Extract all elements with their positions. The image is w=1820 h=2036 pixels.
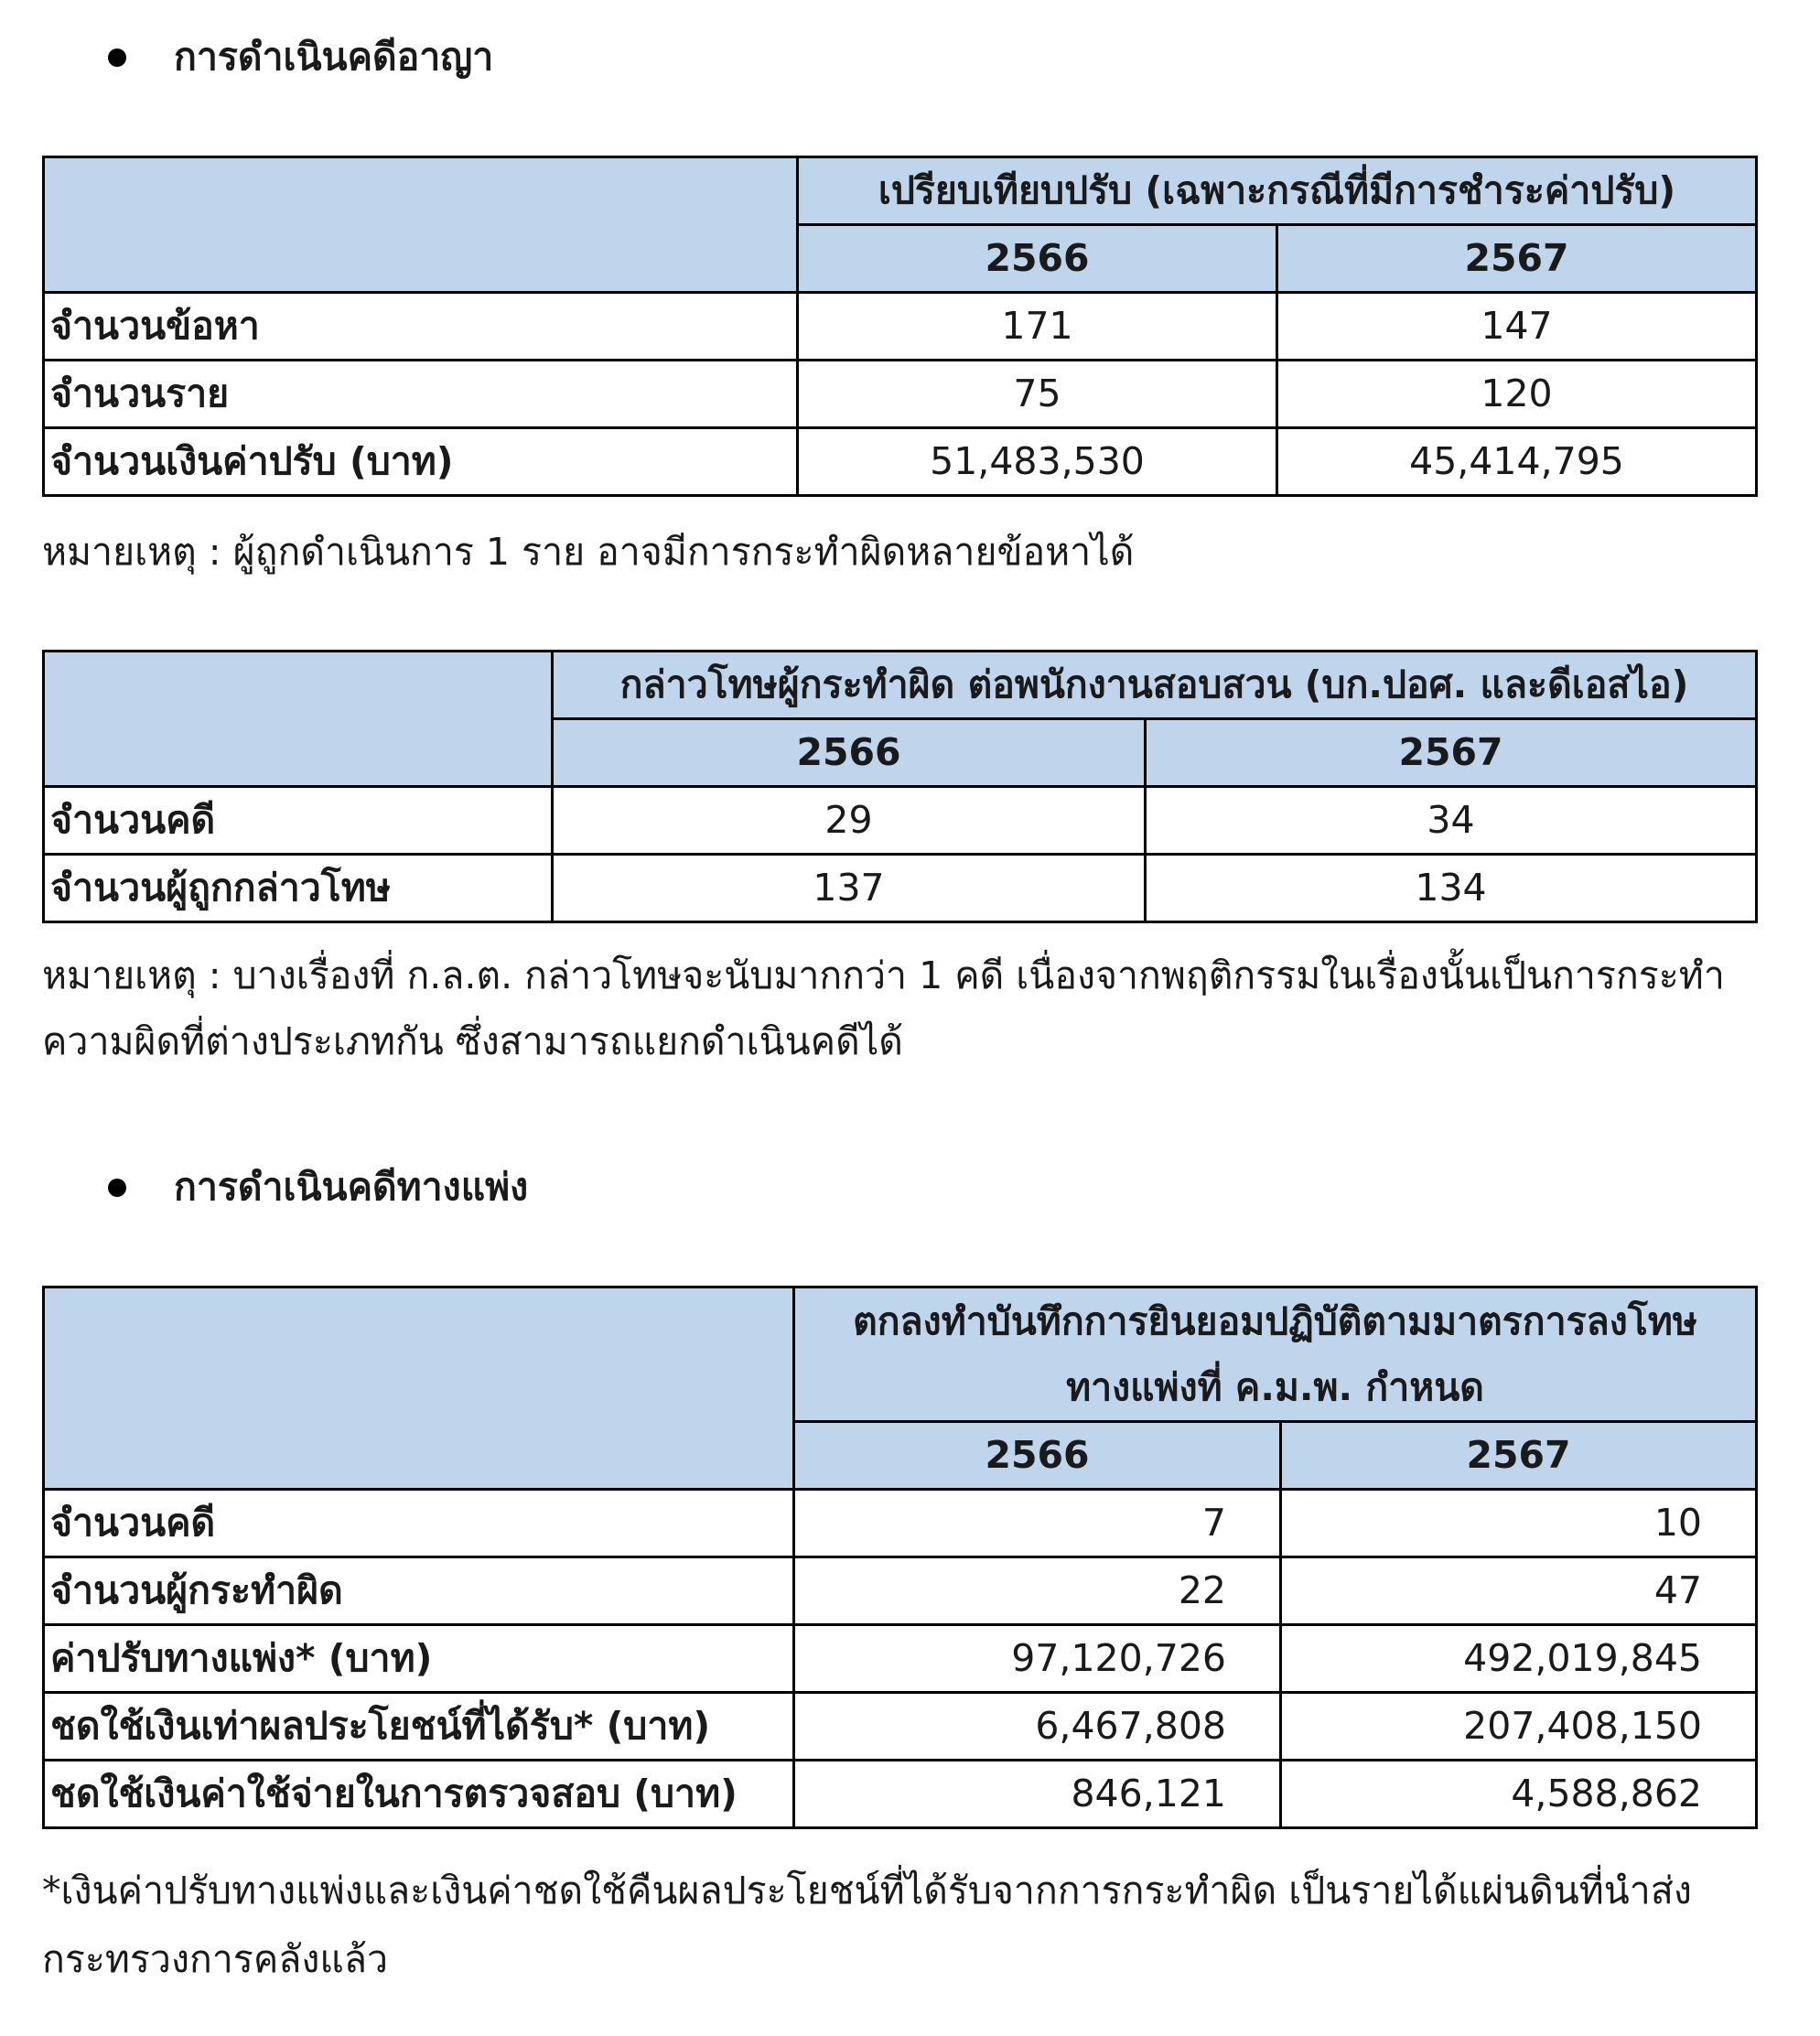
table-row: [44, 361, 1757, 428]
table-corner-cell: [44, 652, 553, 787]
table-row: [44, 1625, 1757, 1693]
criminal-heading-text: การดำเนินคดีอาญา: [174, 35, 494, 79]
complaint-table: [42, 650, 1758, 923]
criminal-section-heading: [108, 27, 493, 87]
civil-group-header-line-1: ตกลงทำบันทึกการยินยอมปฏิบัติตามมาตรการลงโทษ: [853, 1299, 1697, 1343]
civil-heading-text: การดำเนินคดีทางแพ่ง: [174, 1165, 529, 1209]
fine-table-note: หมายเหตุ : ผู้ถูกดำเนินการ 1 ราย อาจมีการกระทำผิดหลายข้อหาได้: [42, 530, 1135, 574]
cell-value: 45,414,795: [1277, 428, 1757, 496]
row-label: ชดใช้เงินเท่าผลประโยชน์ที่ได้รับ* (บาท): [44, 1693, 794, 1761]
row-label: ค่าปรับทางแพ่ง* (บาท): [44, 1625, 794, 1693]
civil-group-header-line-2: ทางแพ่งที่ ค.ม.พ. กำหนด: [1066, 1365, 1484, 1409]
cell-value: 207,408,150: [1281, 1693, 1757, 1761]
cell-value: 6,467,808: [794, 1693, 1281, 1761]
cell-value: 846,121: [794, 1761, 1281, 1828]
cell-value: 51,483,530: [798, 428, 1277, 496]
cell-value: 7: [794, 1490, 1281, 1557]
civil-section-heading: [108, 1158, 528, 1217]
cell-value: 134: [1146, 855, 1757, 922]
complaint-note-line-2: ความผิดที่ต่างประเภทกัน ซึ่งสามารถแยกดำเนินคดีได้: [42, 1019, 903, 1063]
cell-value: 75: [798, 361, 1277, 428]
civil-note-line-2: กระทรวงการคลังแล้ว: [42, 1937, 388, 1981]
table-row: [44, 1693, 1757, 1761]
table-row: [44, 855, 1757, 922]
civil-sanction-table: [42, 1286, 1758, 1829]
fine-comparison-table: [42, 156, 1758, 497]
year-header: 2567: [1277, 225, 1757, 293]
year-header: 2566: [798, 225, 1277, 293]
cell-value: 171: [798, 293, 1277, 361]
bullet-icon: [108, 1179, 126, 1197]
table-row: [44, 428, 1757, 496]
cell-value: 4,588,862: [1281, 1761, 1757, 1828]
cell-value: 120: [1277, 361, 1757, 428]
civil-group-header: [794, 1287, 1757, 1422]
cell-value: 147: [1277, 293, 1757, 361]
year-header: 2567: [1146, 719, 1757, 787]
cell-value: 10: [1281, 1490, 1757, 1557]
year-header: 2566: [794, 1422, 1281, 1490]
fine-group-header: เปรียบเทียบปรับ (เฉพาะกรณีที่มีการชำระค่าปรับ): [798, 157, 1757, 225]
row-label: จำนวนคดี: [44, 787, 553, 855]
row-label: จำนวนเงินค่าปรับ (บาท): [44, 428, 798, 496]
row-label: ชดใช้เงินค่าใช้จ่ายในการตรวจสอบ (บาท): [44, 1761, 794, 1828]
year-header: 2566: [553, 719, 1146, 787]
table-row: [44, 293, 1757, 361]
cell-value: 492,019,845: [1281, 1625, 1757, 1693]
cell-value: 34: [1146, 787, 1757, 855]
row-label: จำนวนข้อหา: [44, 293, 798, 361]
table-corner-cell: [44, 1287, 794, 1490]
row-label: จำนวนผู้กระทำผิด: [44, 1557, 794, 1625]
bullet-icon: [108, 48, 126, 67]
table-row: [44, 1557, 1757, 1625]
complaint-note-line-1: หมายเหตุ : บางเรื่องที่ ก.ล.ต. กล่าวโทษจะนับมากกว่า 1 คดี เนื่องจากพฤติกรรมในเรื่องนั้นเป็นการกระทำ: [42, 953, 1725, 997]
complaint-group-header: กล่าวโทษผู้กระทำผิด ต่อพนักงานสอบสวน (บก.ปอศ. และดีเอสไอ): [553, 652, 1757, 719]
row-label: จำนวนราย: [44, 361, 798, 428]
cell-value: 29: [553, 787, 1146, 855]
table-corner-cell: [44, 157, 798, 293]
cell-value: 47: [1281, 1557, 1757, 1625]
row-label: จำนวนคดี: [44, 1490, 794, 1557]
civil-note-line-1: *เงินค่าปรับทางแพ่งและเงินค่าชดใช้คืนผลประโยชน์ที่ได้รับจากการกระทำผิด เป็นรายได้แผ่นดินที่นำส่ง: [42, 1869, 1692, 1912]
cell-value: 97,120,726: [794, 1625, 1281, 1693]
cell-value: 22: [794, 1557, 1281, 1625]
cell-value: 137: [553, 855, 1146, 922]
table-row: [44, 1761, 1757, 1828]
year-header: 2567: [1281, 1422, 1757, 1490]
row-label: จำนวนผู้ถูกกล่าวโทษ: [44, 855, 553, 922]
table-row: [44, 787, 1757, 855]
table-row: [44, 1490, 1757, 1557]
